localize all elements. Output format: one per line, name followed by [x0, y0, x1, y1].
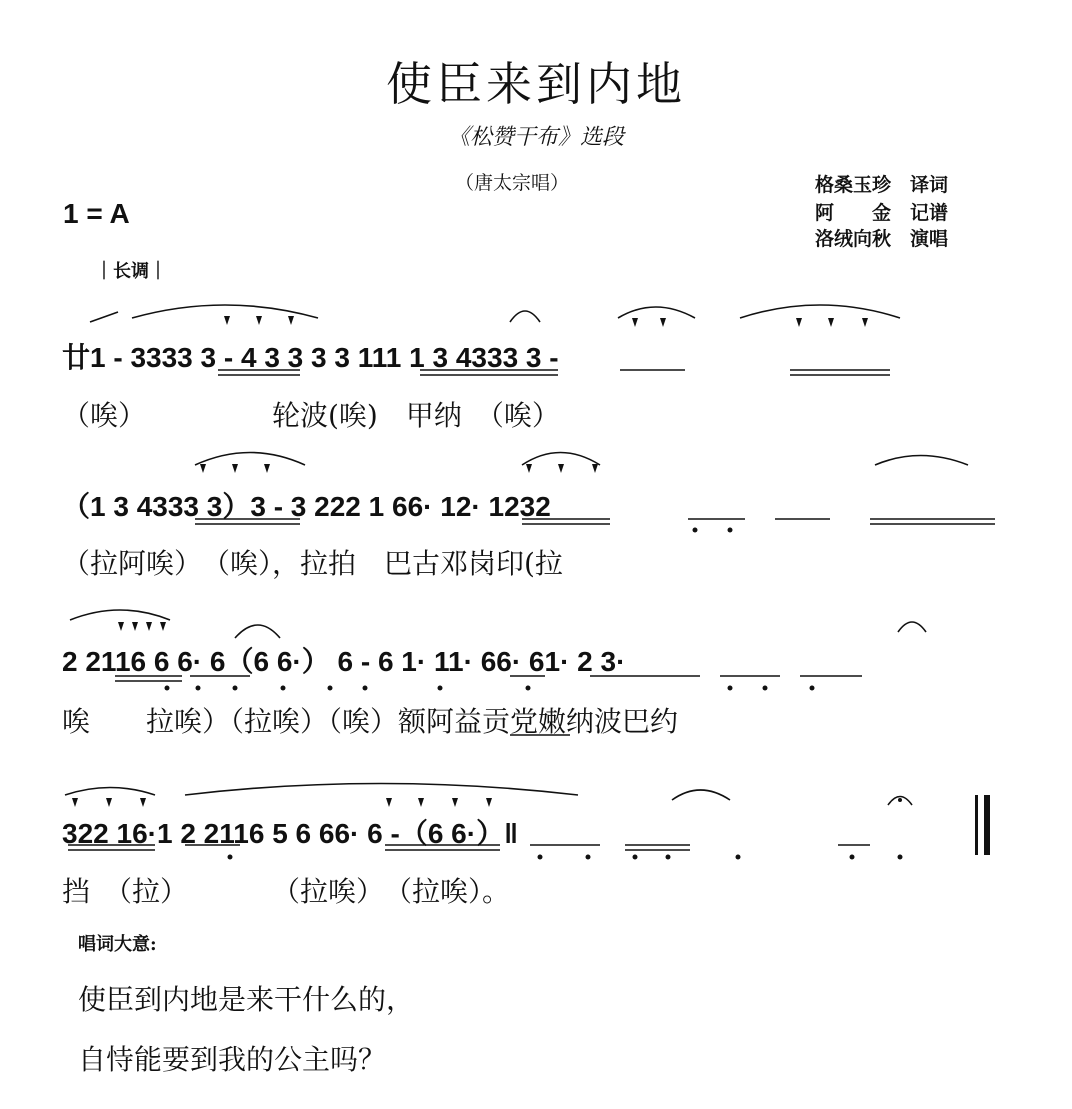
key-signature: 1 = A	[63, 198, 130, 229]
lyrics-row-4: 挡 （拉） （拉唉） （拉唉）。	[62, 875, 511, 908]
notation-row-3: 2 2116 6 6· 6（6 6·） 6 - 6 1· 11· 66· 61· 2 3·	[62, 646, 626, 677]
page-title: 使臣来到内地	[386, 57, 686, 111]
notation-row-4: 322 16·1 2 2116 5 6 66· 6 -（6 6·）‖	[62, 818, 518, 849]
tempo-marking: ｜长调｜	[95, 261, 167, 282]
annotation-title: 唱词大意:	[78, 934, 157, 955]
credit-lyricist: 格桑玉珍 译词	[815, 174, 949, 196]
notation-row-1: 廿1 - 3333 3 - 4 3 3 3 3 111 1 3 4333 3 -	[62, 342, 559, 373]
subtitle: 《松赞干布》选段	[447, 125, 624, 150]
notation-row-2: （1 3 4333 3）3 - 3 222 1 66· 12· 1232	[62, 491, 551, 522]
lyrics-row-2: （拉阿唉） （唉），拉拍 巴古邓岗印(拉	[62, 547, 563, 580]
credit-transcriber: 阿 金 记谱	[815, 202, 949, 224]
credit-performer: 洛绒向秋 演唱	[815, 228, 949, 250]
annotation-line-2: 自恃能要到我的公主吗？	[78, 1043, 387, 1076]
annotation-line-1: 使臣到内地是来干什么的，	[78, 983, 415, 1016]
lyrics-row-1: （唉） 轮波(唉) 甲纳 （唉）	[62, 399, 560, 432]
lyrics-row-3: 唉 拉唉）（拉唉）（唉）额阿益贡党嫩纳波巴约	[62, 705, 679, 738]
role-label: （唐太宗唱）	[455, 172, 570, 194]
